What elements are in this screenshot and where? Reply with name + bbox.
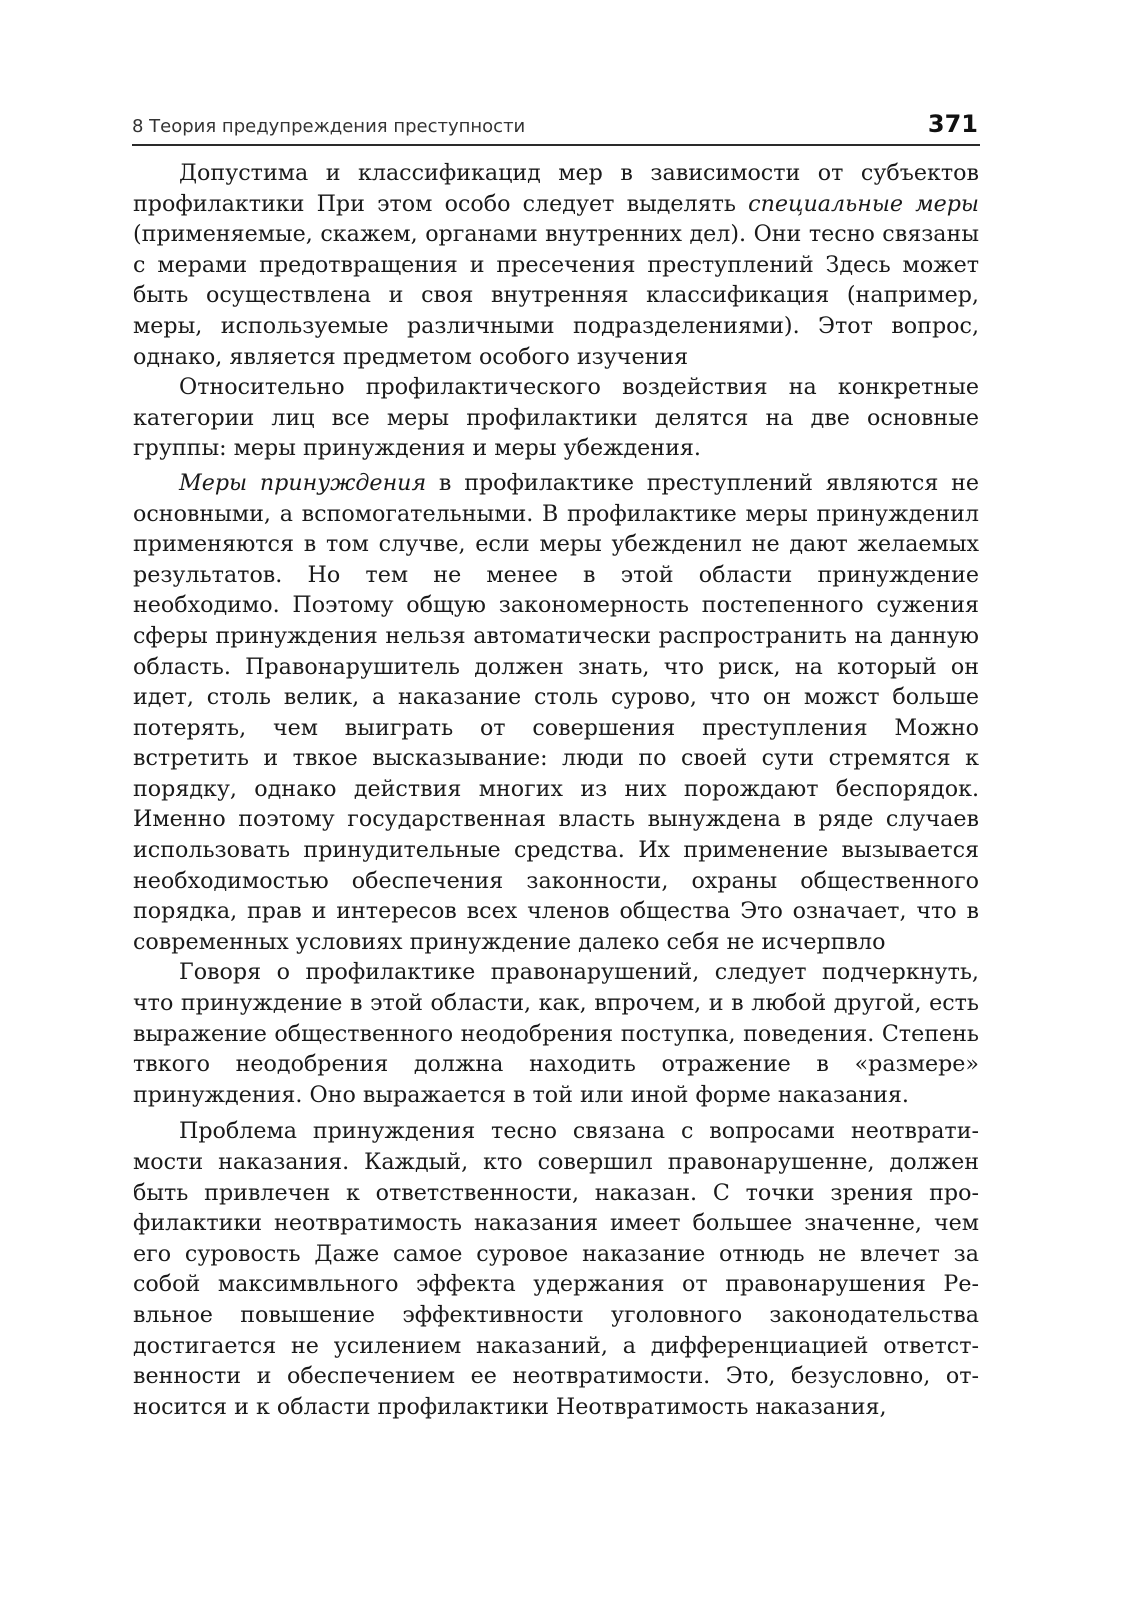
paragraph-3-emphasis: Меры принуждения (179, 469, 427, 496)
body-text (133, 158, 979, 1422)
paragraph-2: Относительно профилактического воздействия на конкретные категории лиц все меры профилактики делятся на две основные группы: меры принуждения и меры убеждения. (133, 374, 979, 462)
paragraph-1-lead: Допустима и классификацид мер в зависимости от субъектов профилактики При этом особо следует выделять (133, 160, 979, 217)
running-title: 8 Теория предупреждения преступности (132, 116, 526, 137)
running-header (132, 108, 980, 146)
paragraph-3-rest: в профилактике преступлений являются не основными, а вспомогательными. В профилактике меры принужденил применяются в том случве, если меры убежденил не дают желаемых результатов. Но тем не менее в этой области принуждение необходимо. Поэтому общую закономерность постепенного сужения сферы принуждения нельзя автоматически распространить на данную область. Правонарушитель должен знать, что риск, на который он идет, столь велик, а наказание столь сурово, что он можст больше потерять, чем выиграть от совершения преступления Можно встретить и твкое высказывание: люди по своей сути стремятся к порядку, однако действия многих из них порождают беспорядок. Именно поэтому государственная власть вынуждена в ряде случаев использовать принудительные средства. Их применение вызывается необходимостью обеспечения законности, охраны общественного порядка, прав и интересов всех членов общества Это означает, что в современных условиях принуждение далеко себя не исчерпвло (133, 469, 980, 955)
paragraph-1 (133, 158, 979, 372)
paragraph-1-emphasis: специальные меры (748, 190, 980, 217)
page-number: 371 (927, 110, 978, 138)
paragraph-4: Говоря о профилактике правонарушений, следует подчеркнуть, что принуждение в этой области, как, впрочем, и в любой другой, есть выражение общественного неодобрения поступка, поведения. Степень твкого неодобрения должна находить отражение в «размере» принуждения. Оно выражается в той или иной форме наказания. (133, 959, 979, 1108)
paragraph-5: Проблема принуждения тесно связана с вопросами неотвратимости наказания. Каждый, кто совершил правонарушенне, должен быть привлечен к ответственности, наказан. С точки зрения профилактики неотвратимость наказания имеет большее значенне, чем его суровость Даже самое суровое наказание отнюдь не влечет за собой максимвльного эффекта удержания от правонарушения Ревльное повышение эффективности уголовного законодательства достигается не усилением наказаний, а дифференциацией ответственности и обеспечением ее неотвратимости. Это, безусловно, относится и к области профилактики Неотвратимость наказания, (133, 1118, 979, 1420)
paragraph-1-rest: (применяемые, скажем, органами внутренних дел). Они тесно связаны с мерами предотвращения и пресечения преступлений Здесь может быть осуществлена и своя внутренняя классификация (например, меры, используемые различными подразделениями). Этот вопрос, однако, является предметом особого изучения (133, 221, 979, 370)
paragraph-3 (133, 468, 979, 958)
